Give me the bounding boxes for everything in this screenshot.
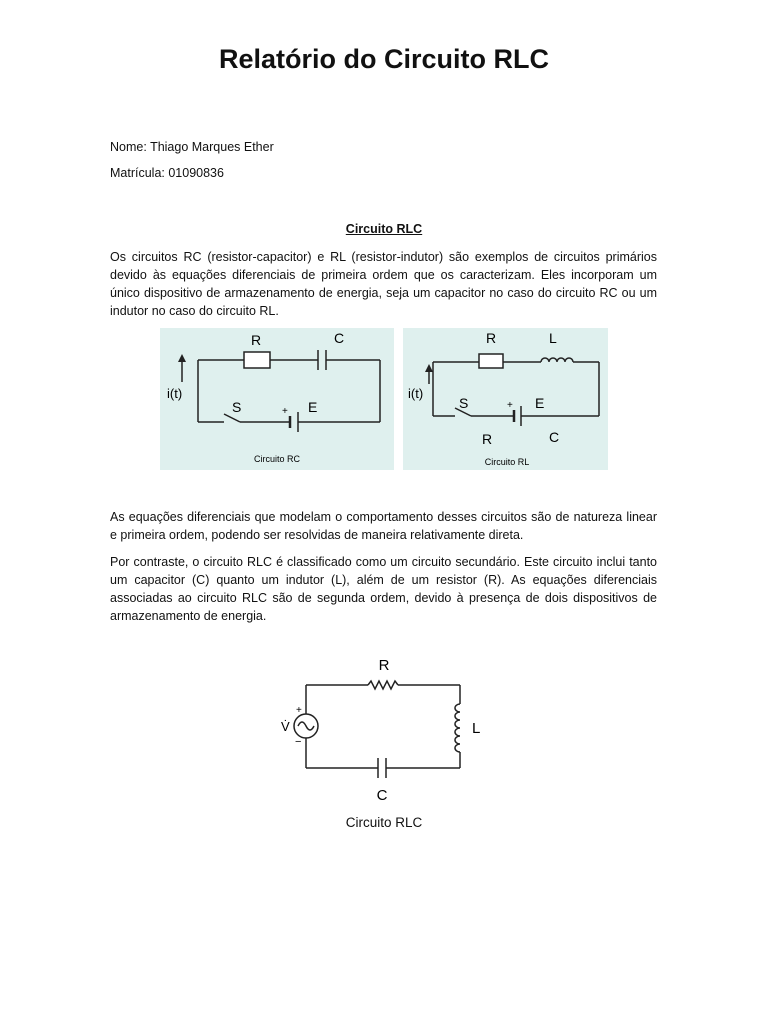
rl-label-e: E xyxy=(535,395,545,411)
rc-label-e: E xyxy=(308,399,318,415)
figure-caption: Circuito RLC xyxy=(345,815,423,830)
paragraph-intro: Os circuitos RC (resistor-capacitor) e RL (resistor-indutor) são exemplos de circuitos primários devido às equações diferenciais de primeira ordem que os caracterizam. Eles incorporam um único dispositivo de armazenamento de energia, seja um capacitor no caso do circuito RC ou um indutor no caso do circuito RL. xyxy=(110,250,657,318)
rc-figure-background xyxy=(160,328,394,470)
rl-resistor-symbol xyxy=(479,354,503,368)
rlc-label-minus: − xyxy=(295,736,302,748)
rc-label-r: R xyxy=(250,332,262,348)
rlc-label-c: C xyxy=(376,787,388,804)
rlc-label-r: R xyxy=(378,657,390,674)
rl-label-r: R xyxy=(485,330,497,346)
rlc-label-l: L xyxy=(472,720,481,737)
rc-label-s: S xyxy=(232,399,242,415)
document-title: Relatório do Circuito RLC xyxy=(219,44,549,74)
rl-circuit-figure xyxy=(403,328,608,470)
rlc-label-plus: + xyxy=(296,705,302,716)
rl-label-l: L xyxy=(549,330,557,346)
rl-label-current: i(t) xyxy=(408,386,424,401)
rlc-label-source: V̇ xyxy=(281,719,290,734)
section-heading: Circuito RLC xyxy=(345,222,423,236)
rc-resistor-symbol xyxy=(244,352,270,368)
name-line: Nome: Thiago Marques Ether xyxy=(110,140,274,154)
rl-caption: Circuito RL xyxy=(484,457,530,467)
rc-label-current: i(t) xyxy=(167,386,183,401)
rl-label-s: S xyxy=(459,395,469,411)
rc-label-plus: + xyxy=(282,406,288,417)
rc-caption: Circuito RC xyxy=(253,454,301,464)
matricula-line: Matrícula: 01090836 xyxy=(110,166,224,180)
rl-label-r2: R xyxy=(482,431,493,447)
rc-circuit-figure xyxy=(160,328,394,470)
rl-label-c2: C xyxy=(549,429,560,445)
rl-label-plus: + xyxy=(507,400,513,411)
paragraph-contrast: Por contraste, o circuito RLC é classificado como um circuito secundário. Este circuito inclui tanto um capacitor (C) quanto um indutor (L), além de um resistor (R). As equações diferenciais associadas ao circuito RLC são de segunda ordem, devido à presença de dois dispositivos de armazenamento de energia. xyxy=(110,555,657,623)
rlc-circuit-figure xyxy=(258,638,510,814)
paragraph-linear: As equações diferenciais que modelam o comportamento desses circuitos são de natureza linear e primeira ordem, podendo ser resolvidas de maneira relativamente direta. xyxy=(110,510,657,542)
rc-label-c: C xyxy=(334,330,345,346)
